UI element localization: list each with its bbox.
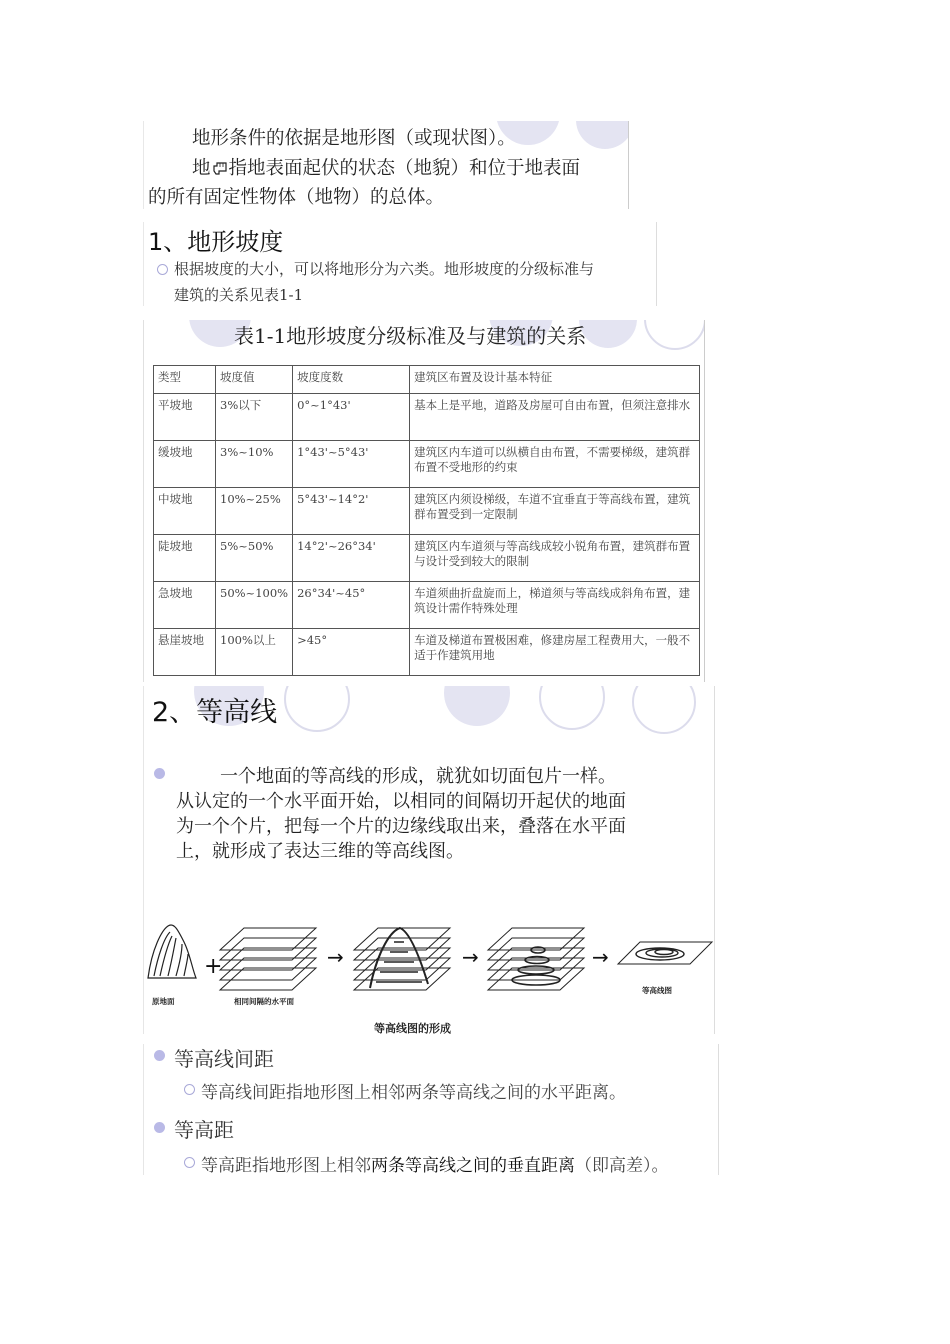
- section1-text-2: 建筑的关系见表1-1: [174, 286, 304, 304]
- table-row: [154, 535, 700, 582]
- table-cell: 建筑区内车道可以纵横自由布置，不需要梯级，建筑群布置不受地形的约束: [410, 441, 700, 488]
- sliced-mountain-icon: [354, 928, 450, 990]
- table-header-row: [154, 366, 700, 394]
- table-cell: 车道须曲折盘旋而上，梯道须与等高线成斜角布置，建筑设计需作特殊处理: [410, 582, 700, 629]
- bullet-ring-icon: [184, 1084, 195, 1095]
- contour-formation-diagram: [144, 908, 714, 1023]
- table-cell: 100%以上: [216, 629, 293, 676]
- table-cell: 10%~25%: [216, 488, 293, 535]
- header-cell: 类型: [154, 366, 216, 394]
- slope-table-slide: [143, 320, 705, 682]
- contour-para-2: 从认定的一个水平面开始，以相同的间隔切开起伏的地面: [176, 791, 626, 812]
- bullet-dot-icon: [154, 1122, 165, 1133]
- table-cell: 1°43'~5°43': [293, 441, 410, 488]
- table-cell: 建筑区内车道须与等高线成较小锐角布置，建筑群布置与设计受到较大的限制: [410, 535, 700, 582]
- arrow-icon: →: [462, 945, 479, 969]
- table-cell: 0°~1°43': [293, 394, 410, 441]
- section1-heading: 1、地形坡度: [148, 228, 284, 256]
- bullet-ring-icon: [157, 264, 168, 275]
- contour-slices-icon: [488, 928, 584, 990]
- contour-para-4: 上，就形成了表达三维的等高线图。: [176, 841, 464, 862]
- label-ground: 原地面: [152, 997, 175, 1006]
- table-row: [154, 629, 700, 676]
- intro-line-2a: 地: [192, 158, 211, 179]
- table-row: [154, 394, 700, 441]
- decor-circle: [579, 320, 637, 348]
- table-cell: 平坡地: [154, 394, 216, 441]
- header-cell: 建筑区布置及设计基本特征: [410, 366, 700, 394]
- decor-circle: [444, 686, 510, 726]
- table-cell: 基本上是平地，道路及房屋可自由布置，但须注意排水: [410, 394, 700, 441]
- def2-part-a: 等高距指地形图上相邻: [201, 1156, 371, 1175]
- slope-table: [153, 365, 700, 676]
- contour-slide: [143, 686, 715, 1034]
- decor-ring: [632, 686, 696, 734]
- table-cell: 5%~50%: [216, 535, 293, 582]
- header-cell: 坡度度数: [293, 366, 410, 394]
- intro-line-2b: 指地表面起伏的状态（地貌）和位于地表面: [228, 158, 581, 179]
- bullet-dot-icon: [154, 768, 165, 779]
- contour-para-3: 为一个个片，把每一个片的边缘线取出来，叠落在水平面: [176, 816, 626, 837]
- planes-icon: [220, 928, 316, 990]
- intro-line-1: 地形条件的依据是地形图（或现状图）。: [192, 128, 516, 149]
- table-cell: 急坡地: [154, 582, 216, 629]
- diagram-caption: 等高线图的形成: [374, 1022, 451, 1034]
- section1-text-1: 根据坡度的大小，可以将地形分为六类。地形坡度的分级标准与: [174, 260, 595, 278]
- table-row: [154, 582, 700, 629]
- contour-para-1: 一个地面的等高线的形成，就犹如切面包片一样。: [220, 766, 616, 787]
- table-cell: 悬崖坡地: [154, 629, 216, 676]
- decor-circle: [576, 121, 629, 149]
- table-cell: 3%~10%: [216, 441, 293, 488]
- table-cell: 26°34'~45°: [293, 582, 410, 629]
- arrow-icon: →: [327, 945, 344, 969]
- table-cell: 50%~100%: [216, 582, 293, 629]
- def2-part-b: 两条等高线之间的垂直距离: [371, 1156, 575, 1175]
- decor-ring: [644, 320, 705, 350]
- contour-terms-slide: [143, 1044, 719, 1175]
- table-cell: 陡坡地: [154, 535, 216, 582]
- hand-cursor-icon: [211, 159, 229, 177]
- decor-ring: [284, 686, 350, 732]
- header-cell: 坡度值: [216, 366, 293, 394]
- arrow-icon: →: [592, 945, 609, 969]
- bullet-dot-icon: [154, 1050, 165, 1061]
- slope-intro-slide: [143, 222, 657, 306]
- contour-map-icon: [618, 942, 712, 964]
- decor-ring: [539, 686, 605, 730]
- table-cell: 中坡地: [154, 488, 216, 535]
- intro-line-3: 的所有固定性物体（地物）的总体。: [148, 187, 445, 208]
- term-contour-height: 等高距: [174, 1118, 234, 1142]
- intro-line-2: [192, 154, 580, 180]
- intro-slide: [143, 121, 629, 209]
- table-title: 表1-1地形坡度分级标准及与建筑的关系: [234, 324, 587, 348]
- table-cell: >45°: [293, 629, 410, 676]
- term-contour-interval: 等高线间距: [174, 1047, 274, 1071]
- plus-sign: +: [204, 954, 223, 979]
- def-contour-height: [201, 1151, 669, 1175]
- def-contour-interval: 等高线间距指地形图上相邻两条等高线之间的水平距离。: [201, 1083, 626, 1103]
- label-contour-map: 等高线图: [642, 986, 672, 995]
- table-cell: 缓坡地: [154, 441, 216, 488]
- table-cell: 3%以下: [216, 394, 293, 441]
- section2-heading: 2、等高线: [152, 697, 278, 728]
- table-cell: 建筑区内须设梯级，车道不宜垂直于等高线布置，建筑群布置受到一定限制: [410, 488, 700, 535]
- mountain-icon: [148, 925, 196, 978]
- def2-part-c: （即高差）。: [575, 1156, 669, 1175]
- table-row: [154, 441, 700, 488]
- table-cell: 14°2'~26°34': [293, 535, 410, 582]
- bullet-ring-icon: [184, 1157, 195, 1168]
- table-row: [154, 488, 700, 535]
- table-cell: 5°43'~14°2': [293, 488, 410, 535]
- label-planes: 相同间隔的水平面: [234, 997, 294, 1006]
- table-cell: 车道及梯道布置极困难，修建房屋工程费用大，一般不适于作建筑用地: [410, 629, 700, 676]
